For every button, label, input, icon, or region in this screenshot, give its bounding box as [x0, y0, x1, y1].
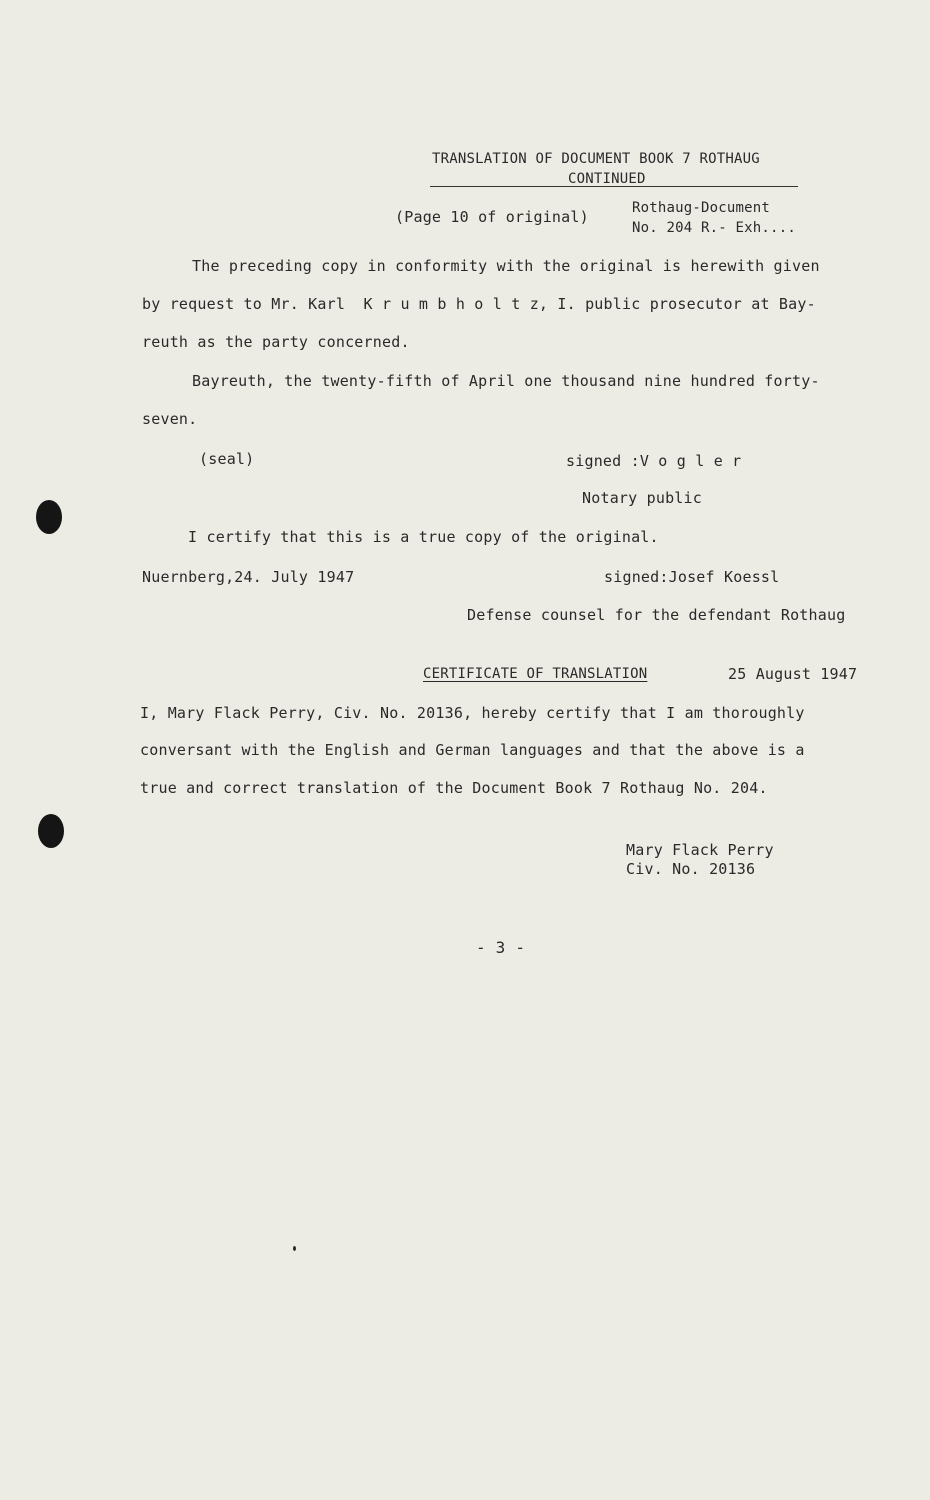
defense-counsel-line: Defense counsel for the defendant Rothaug [467, 606, 846, 624]
page-reference: (Page 10 of original) [395, 208, 589, 226]
punch-hole-bottom [38, 814, 64, 848]
seal-label: (seal) [199, 450, 255, 468]
paragraph-2-line-2: seven. [142, 410, 198, 428]
koessl-signature: signed:Josef Koessl [604, 568, 780, 586]
header-continued: CONTINUED [568, 171, 646, 187]
header-rule [430, 186, 798, 187]
paragraph-1-line-3: reuth as the party concerned. [142, 333, 410, 351]
punch-hole-top [36, 500, 62, 534]
certificate-heading: CERTIFICATE OF TRANSLATION [423, 666, 648, 682]
certificate-line-3: true and correct translation of the Document Book 7 Rothaug No. 204. [140, 779, 768, 797]
notary-title: Notary public [582, 489, 702, 507]
document-reference-line2: No. 204 R.- Exh.... [632, 220, 796, 236]
header-title: TRANSLATION OF DOCUMENT BOOK 7 ROTHAUG [432, 151, 760, 167]
page-number: - 3 - [476, 938, 526, 957]
certificate-date: 25 August 1947 [728, 665, 858, 683]
paragraph-1-line-2: by request to Mr. Karl K r u m b h o l t z, I. public prosecutor at Bay- [142, 295, 816, 313]
vogler-signature: signed :V o g l e r [566, 452, 742, 470]
place-and-date: Nuernberg,24. July 1947 [142, 568, 355, 586]
certificate-line-1: I, Mary Flack Perry, Civ. No. 20136, hereby certify that I am thoroughly [140, 704, 805, 722]
certificate-line-2: conversant with the English and German languages and that the above is a [140, 741, 805, 759]
document-reference-line1: Rothaug-Document [632, 200, 771, 216]
paragraph-1-line-1: The preceding copy in conformity with the original is herewith given [192, 257, 820, 275]
translator-name: Mary Flack Perry [626, 841, 774, 859]
certify-copy-statement: I certify that this is a true copy of the original. [188, 528, 659, 546]
translator-civ-number: Civ. No. 20136 [626, 860, 756, 878]
paragraph-2-line-1: Bayreuth, the twenty-fifth of April one thousand nine hundred forty- [192, 372, 820, 390]
ink-speck [293, 1246, 296, 1251]
